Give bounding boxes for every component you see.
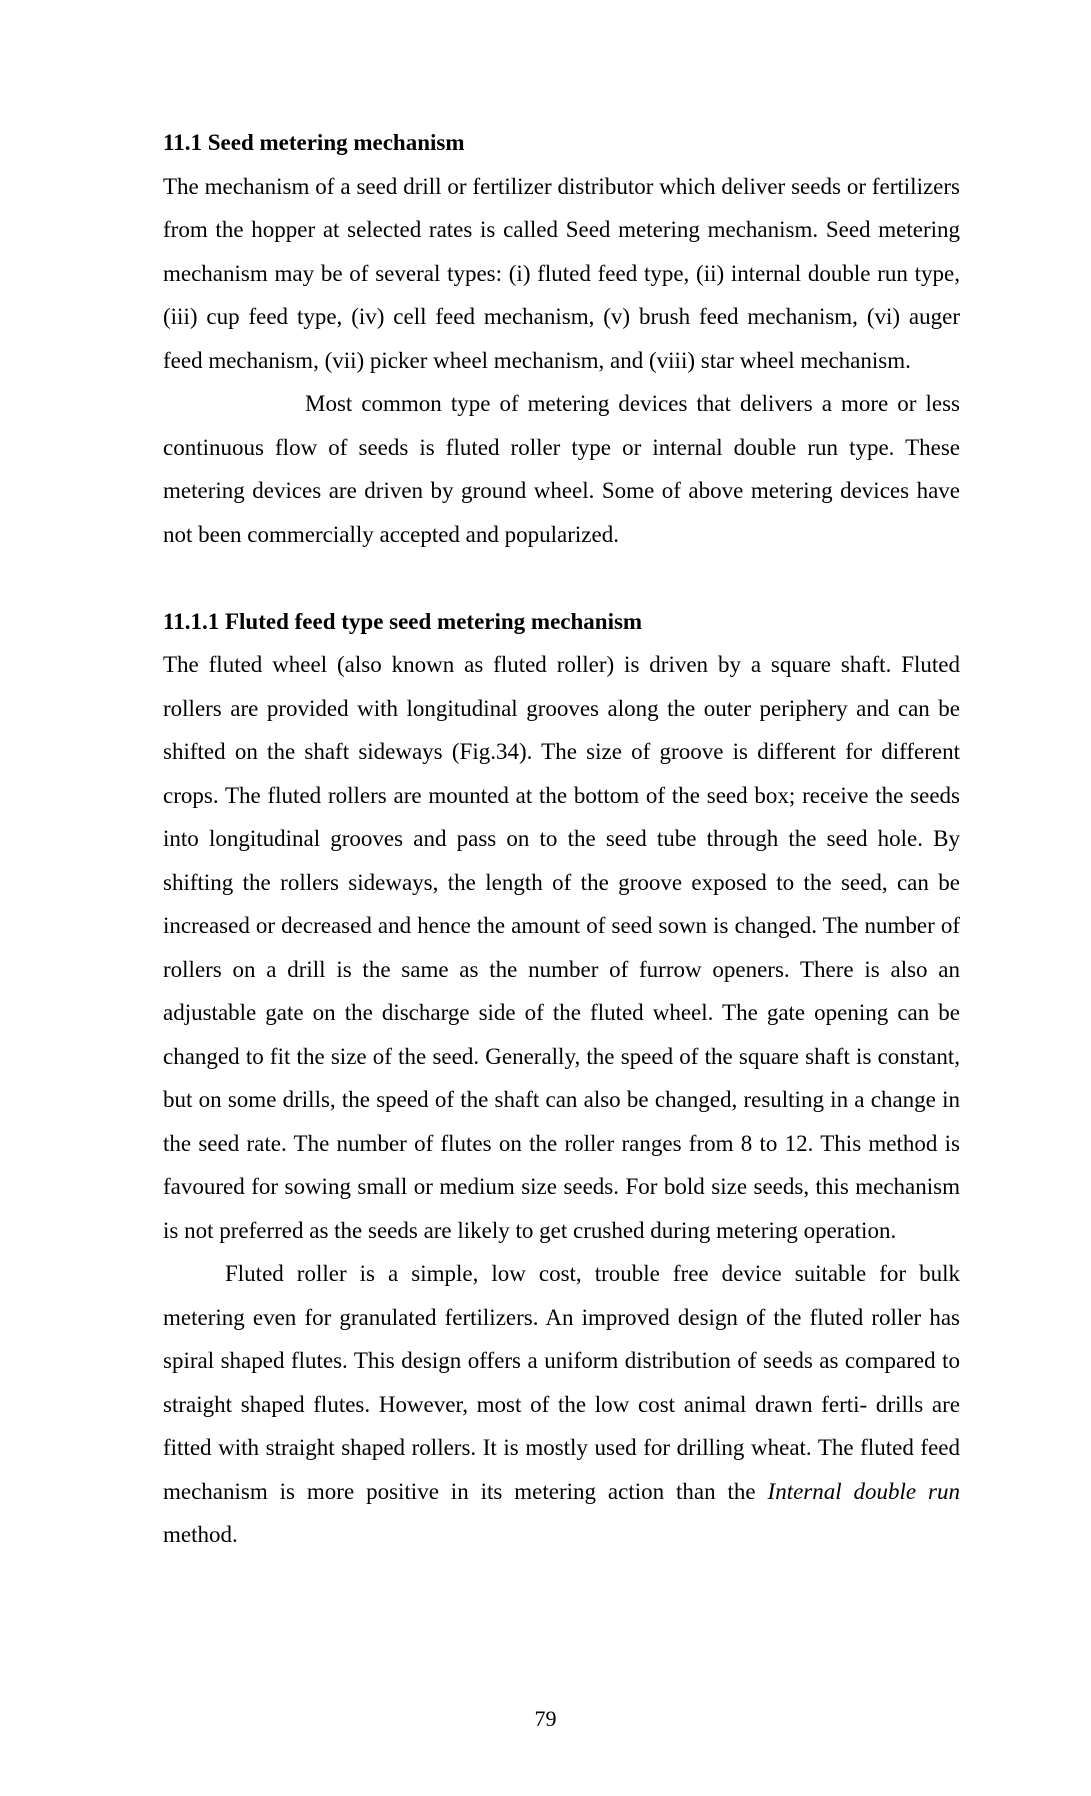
text-block: [163, 121, 960, 1557]
paragraph-fluted-wheel-description: The fluted wheel (also known as fluted roller) is driven by a square shaft. Fluted rollers are provided with longitudinal grooves along the outer periphery and can be shifted on the shaft sideways (Fig.34). The size of groove is different for different crops. The fluted rollers are mounted at the bottom of the seed box; receive the seeds into longitudinal grooves and pass on to the seed tube through the seed hole. By shifting the rollers sideways, the length of the groove exposed to the seed, can be increased or decreased and hence the amount of seed sown is changed. The number of rollers on a drill is the same as the number of furrow openers. There is also an adjustable gate on the discharge side of the fluted wheel. The gate opening can be changed to fit the size of the seed. Generally, the speed of the square shaft is constant, but on some drills, the speed of the shaft can also be changed, resulting in a change in the seed rate. The number of flutes on the roller ranges from 8 to 12. This method is favoured for sowing small or medium size seeds. For bold size seeds, this mechanism is not preferred as the seeds are likely to get crushed during metering operation.: [163, 652, 960, 1243]
paragraph-seed-metering-intro: The mechanism of a seed drill or fertilizer distributor which deliver seeds or fertilizers from the hopper at selected rates is called Seed metering mechanism. Seed metering mechanism may be of several types: (i) fluted feed type, (ii) internal double run type, (iii) cup feed type, (iv) cell feed mechanism, (v) brush feed mechanism, (vi) auger feed mechanism, (vii) picker wheel mechanism, and (viii) star wheel mechanism.: [163, 173, 960, 373]
paragraph-common-metering-devices: Most common type of metering devices that delivers a more or less continuous flow of seeds is fluted roller type or internal double run type. These metering devices are driven by ground wheel. Some of above metering devices have not been commercially accepted and popularized.: [163, 391, 960, 547]
paragraph-fluted-roller-advantages: [163, 1252, 960, 1557]
page-number: 79: [534, 1706, 557, 1731]
paragraph-fluted-roller-advantages-text: Fluted roller is a simple, low cost, trouble free device suitable for bulk metering even for granulated fertilizers. An improved design of the fluted roller has spiral shaped flutes. This design offers a uniform distribution of seeds as compared to straight shaped flutes. However, most of the low cost animal drawn ferti- drills are fitted with straight shaped rollers. It is mostly used for drilling wheat. The fluted feed mechanism is more positive in its metering action than the: [163, 1261, 960, 1504]
italic-internal-double-run: Internal double run: [767, 1478, 960, 1504]
heading-fluted-feed-type: 11.1.1 Fluted feed type seed metering mechanism: [163, 608, 643, 634]
paragraph-fluted-roller-advantages-end: method.: [163, 1522, 238, 1547]
heading-seed-metering-mechanism: 11.1 Seed metering mechanism: [163, 130, 465, 155]
